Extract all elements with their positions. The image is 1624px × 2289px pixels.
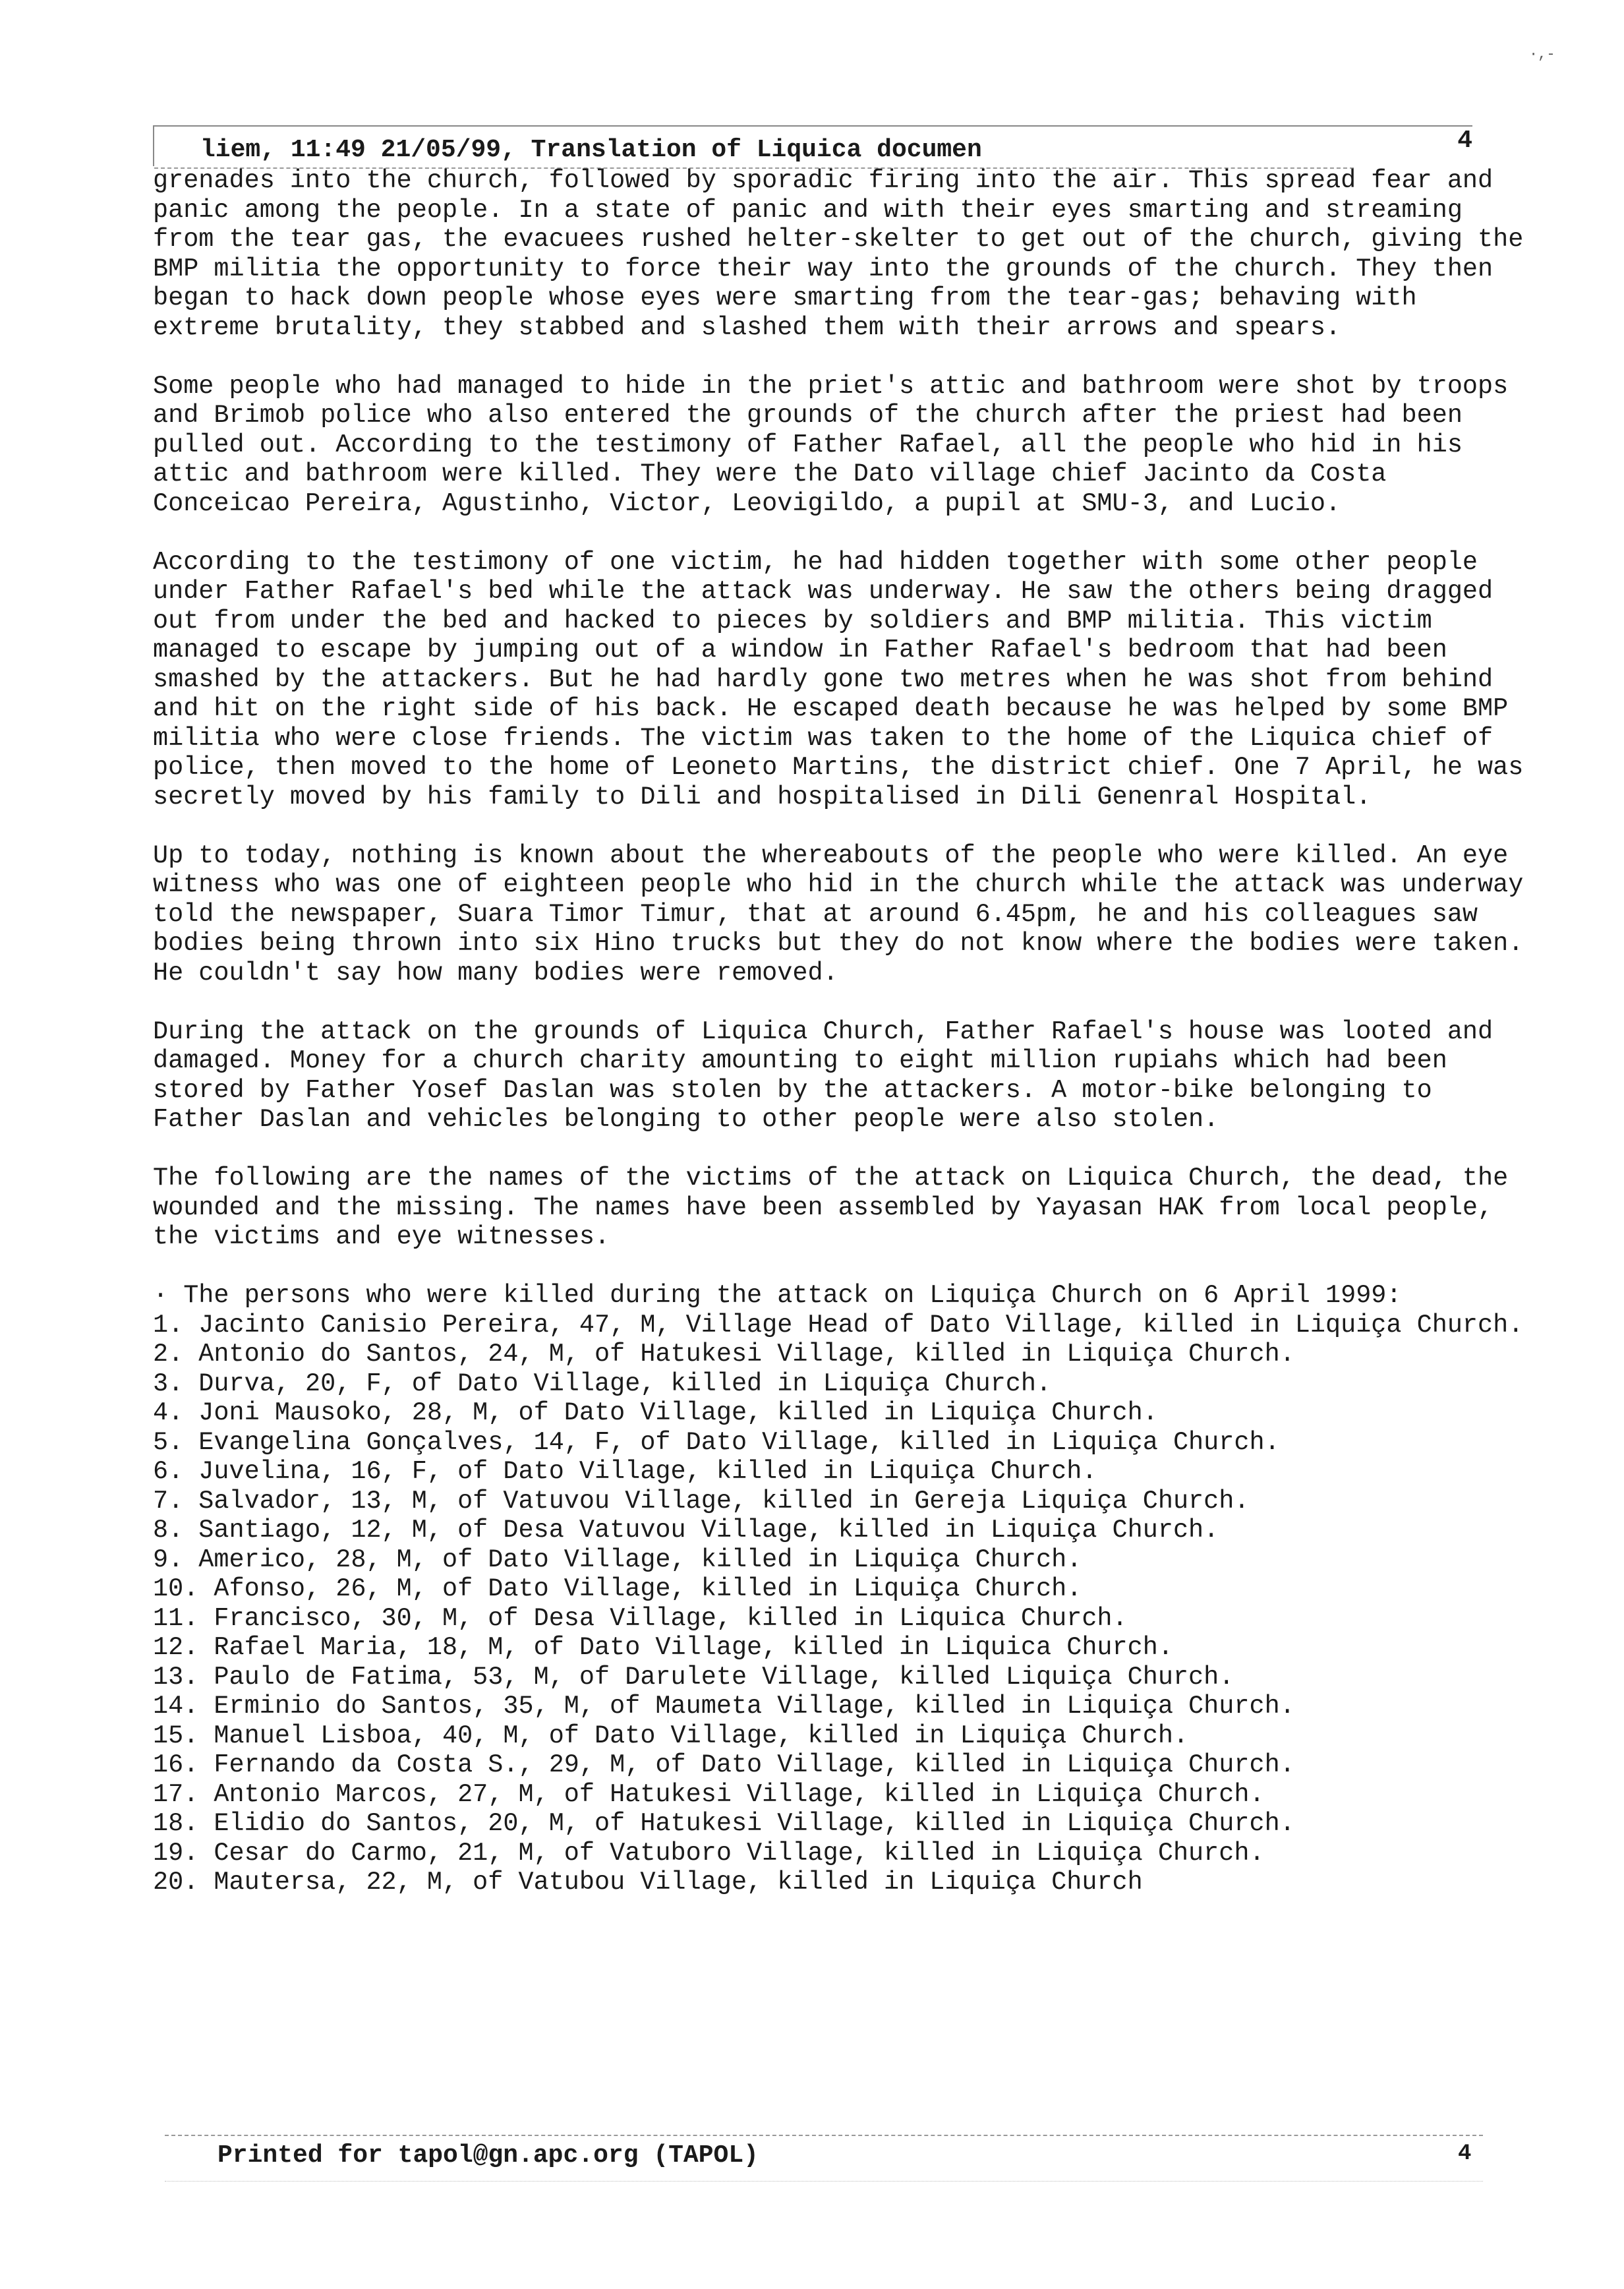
list-item: 19. Cesar do Carmo, 21, M, of Vatuboro Village, killed in Liquiça Church. xyxy=(153,1838,1265,1868)
victims-list xyxy=(153,1281,1524,1897)
victims-list-heading: · The persons who were killed during the attack on Liquiça Church on 6 April 1999: xyxy=(153,1281,1402,1310)
list-item: 13. Paulo de Fatima, 53, M, of Darulete Village, killed Liquiça Church. xyxy=(153,1662,1234,1692)
page-header xyxy=(153,125,1472,166)
list-item: 10. Afonso, 26, M, of Dato Village, killed in Liquiça Church. xyxy=(153,1574,1082,1603)
list-item: 2. Antonio do Santos, 24, M, of Hatukesi Village, killed in Liquiça Church. xyxy=(153,1340,1295,1369)
list-item: 11. Francisco, 30, M, of Desa Village, killed in Liquica Church. xyxy=(153,1603,1128,1633)
list-item: 1. Jacinto Canisio Pereira, 47, M, Village Head of Dato Village, killed in Liquiça Church. xyxy=(153,1310,1524,1340)
footer-divider xyxy=(165,2135,1483,2136)
paragraph: During the attack on the grounds of Liquica Church, Father Rafael's house was looted and damaged. Money for a church charity amounting to eight million rupiahs which had been stored by Father Yosef Daslan was stolen by the attackers. A motor-bike belonging to Father Daslan and vehicles belonging to other people were also stolen. xyxy=(153,1017,1494,1134)
list-item: 14. Erminio do Santos, 35, M, of Maumeta Village, killed in Liquiça Church. xyxy=(153,1692,1295,1721)
list-item: 9. Americo, 28, M, of Dato Village, killed in Liquiça Church. xyxy=(153,1545,1082,1574)
list-item: 8. Santiago, 12, M, of Desa Vatuvou Village, killed in Liquiça Church. xyxy=(153,1516,1219,1545)
list-item: 12. Rafael Maria, 18, M, of Dato Village, killed in Liquica Church. xyxy=(153,1633,1173,1662)
paragraph: Up to today, nothing is known about the whereabouts of the people who were killed. An eye witness who was one of eighteen people who hid in the church while the attack was underway told the newspaper, Suara Timor Timur, that at around 6.45pm, he and his colleagues saw bodies being thrown into six Hino trucks but they do not know where the bodies were taken. He couldn't say how many bodies were removed. xyxy=(153,841,1524,988)
list-item: 16. Fernando da Costa S., 29, M, of Dato Village, killed in Liquiça Church. xyxy=(153,1750,1295,1779)
scan-mark: ·,- xyxy=(1529,46,1555,63)
paragraph: The following are the names of the victims of the attack on Liquica Church, the dead, the wounded and the missing. The names have been assembled by Yayasan HAK from local people, the victims and eye witnesses. xyxy=(153,1164,1509,1251)
header-title: liem, 11:49 21/05/99, Translation of Liquica documen xyxy=(200,136,982,164)
list-item: 5. Evangelina Gonçalves, 14, F, of Dato Village, killed in Liquiça Church. xyxy=(153,1427,1280,1457)
paragraph: Some people who had managed to hide in the priet's attic and bathroom were shot by troops and Brimob police who also entered the grounds of the church after the priest had been pulled out. According to the testimony of Father Rafael, all the people who hid in his attic and bathroom were killed. They were the Dato village chief Jacinto da Costa Conceicao Pereira, Agustinho, Victor, Leovigildo, a pupil at SMU-3, and Lucio. xyxy=(153,371,1509,518)
list-item: 4. Joni Mausoko, 28, M, of Dato Village, killed in Liquiça Church. xyxy=(153,1398,1158,1427)
list-item: 6. Juvelina, 16, F, of Dato Village, killed in Liquiça Church. xyxy=(153,1457,1097,1486)
list-item: 7. Salvador, 13, M, of Vatuvou Village, killed in Gereja Liquiça Church. xyxy=(153,1486,1250,1516)
paragraph: According to the testimony of one victim, he had hidden together with some other people under Father Rafael's bed while the attack was underway. He saw the others being dragged out from under the bed and hacked to pieces by soldiers and BMP militia. This victim managed to escape by jumping out of a window in Father Rafael's bedroom that had been smashed by the attackers. But he had hardly gone two metres when he was shot from behind and hit on the right side of his back. He escaped death because he was helped by some BMP militia who were close friends. The victim was taken to the home of the Liquica chief of police, then moved to the home of Leoneto Martins, the district chief. One 7 April, he was secretly moved by his family to Dili and hospitalised in Dili Genenral Hospital. xyxy=(153,547,1524,812)
list-item: 17. Antonio Marcos, 27, M, of Hatukesi Village, killed in Liquiça Church. xyxy=(153,1779,1265,1809)
paragraph: grenades into the church, followed by sporadic firing into the air. This spread fear and panic among the people. In a state of panic and with their eyes smarting and streaming from the tear gas, the evacuees rushed helter-skelter to get out of the church, giving the BMP militia the opportunity to force their way into the grounds of the church. They then began to hack down people whose eyes were smarting from the tear-gas; behaving with extreme brutality, they stabbed and slashed them with their arrows and spears. xyxy=(153,166,1524,342)
footer-page-number: 4 xyxy=(1458,2141,1472,2166)
list-item: 15. Manuel Lisboa, 40, M, of Dato Village, killed in Liquiça Church. xyxy=(153,1721,1189,1750)
header-page-number: 4 xyxy=(1457,127,1472,155)
document-body xyxy=(153,166,1524,1897)
footer-text: Printed for tapol@gn.apc.org (TAPOL) xyxy=(218,2141,759,2170)
list-item: 20. Mautersa, 22, M, of Vatubou Village, killed in Liquiça Church xyxy=(153,1868,1143,1897)
list-item: 3. Durva, 20, F, of Dato Village, killed in Liquiça Church. xyxy=(153,1369,1052,1398)
footer-divider-lower xyxy=(165,2181,1483,2182)
list-item: 18. Elidio do Santos, 20, M, of Hatukesi Village, killed in Liquiça Church. xyxy=(153,1809,1295,1838)
